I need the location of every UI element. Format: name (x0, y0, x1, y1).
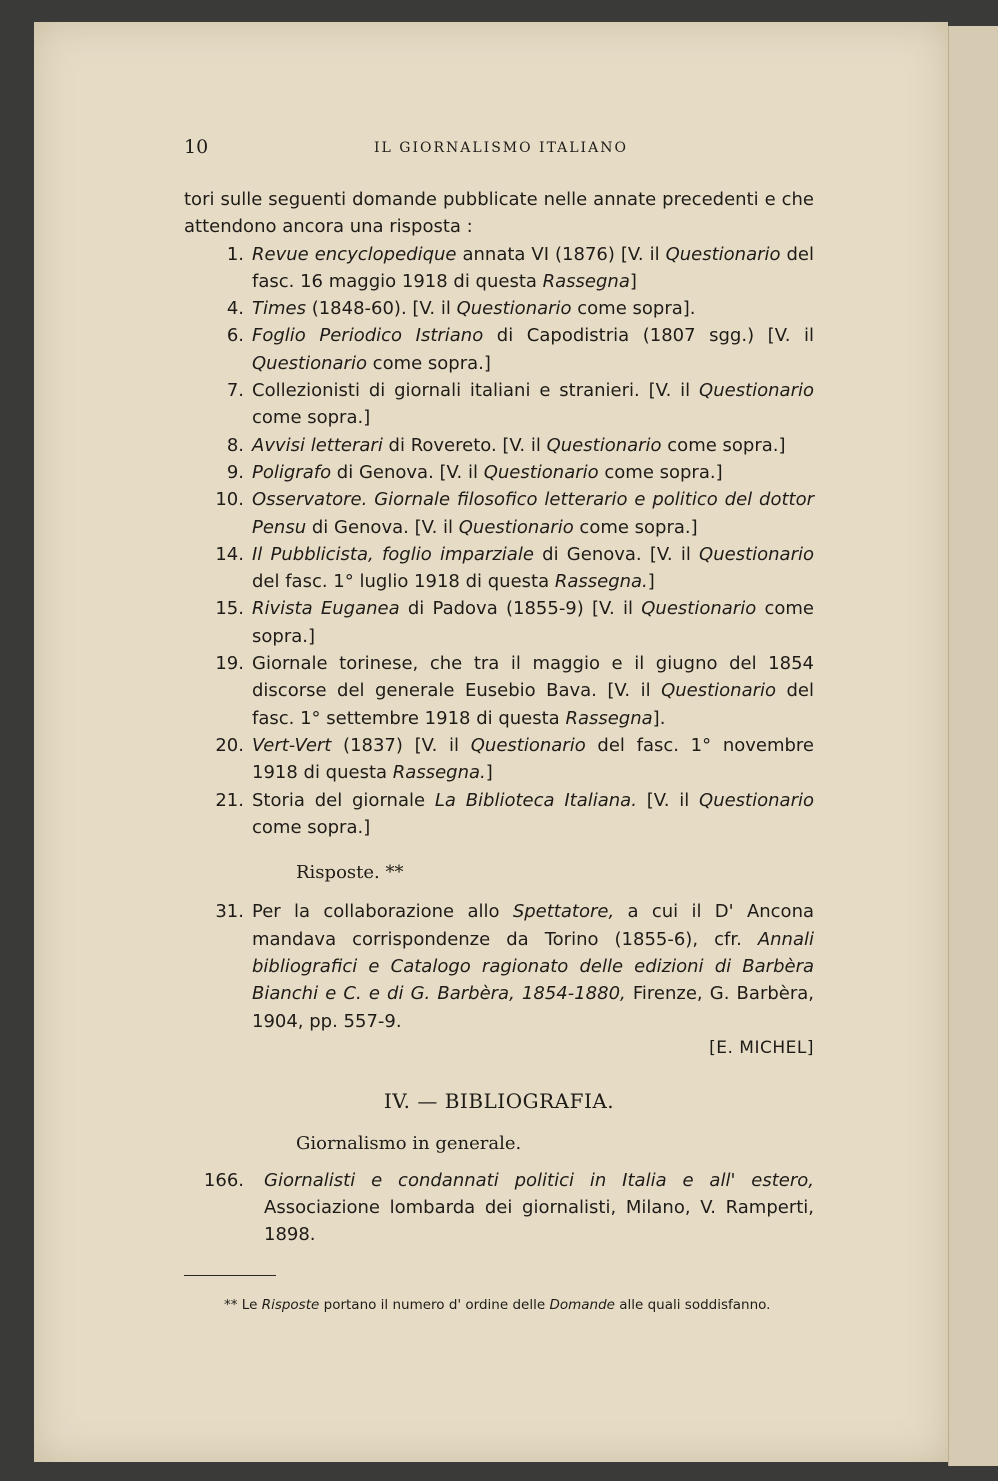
list-item: 20. Vert-Vert (1837) [V. il Questionario del fasc. 1° novembre 1918 di questa Rassegna.] (215, 734, 814, 784)
answers-heading: Risposte. ** (296, 862, 404, 884)
list-item: 21. Storia del giornale La Biblioteca Italiana. [V. il Questionario come sopra.] (215, 789, 814, 838)
list-item: 166. Giornalisti e condannati politici in Italia e all' estero, Associazione lombarda dei giornalisti, Milano, V. Ramperti, 1898. (203, 1169, 814, 1246)
page-header (184, 110, 814, 158)
list-item: 6. Foglio Periodico Istriano di Capodistria (1807 sgg.) [V. il Questionario come sopra.] (226, 325, 814, 374)
footnote: ** Le Risposte portano il numero d' ordine delle Domande alle quali soddisfanno. (224, 1296, 771, 1313)
list-item: 14. Il Pubblicista, foglio imparziale di Genova. [V. il Questionario del fasc. 1° luglio 1918 di questa Rassegna.] (215, 543, 814, 593)
questions-list (184, 241, 814, 842)
list-item: 31. Per la collaborazione allo Spettatore, a cui il D' Ancona mandava corrispondenze da Torino (1855-6), cfr. Annali bibliografici e Catalogo ragionato delle edizioni di Barbèra Bianchi e C. e di G. Barbèra, 1854-1880, Firenze, G. Barbèra, 1904, pp. 557-9. (215, 901, 815, 1032)
running-title: IL GIORNALISMO ITALIANO (374, 140, 628, 156)
list-item: 15. Rivista Euganea di Padova (1855-9) [V. il Questionario come sopra.] (215, 598, 814, 647)
page-body (184, 186, 814, 1319)
list-item: 8. Avvisi letterari di Rovereto. [V. il Questionario come sopra.] (226, 434, 786, 456)
list-item: 7. Collezionisti di giornali italiani e stranieri. [V. il Questionario come sopra.] (226, 380, 814, 429)
list-item: 4. Times (1848-60). [V. il Questionario come sopra]. (226, 298, 696, 320)
list-item: 10. Osservatore. Giornale filosofico letterario e politico del dottor Pensu di Genova. [V. il Questionario come sopra.] (215, 489, 814, 538)
list-item: 19. Giornale torinese, che tra il maggio e il giugno del 1854 discorse del generale Eusebio Bava. [V. il Questionario del fasc. 1° settembre 1918 di questa Rassegna]. (215, 653, 814, 729)
page-number: 10 (184, 136, 209, 158)
next-page-edge (948, 26, 998, 1466)
bibliography-list (184, 1167, 814, 1249)
list-item: 1. Revue encyclopedique annata VI (1876) [V. il Questionario del fasc. 16 maggio 1918 di questa Rassegna] (226, 243, 814, 292)
answers-list (184, 898, 814, 1062)
bibliography-heading: IV. — BIBLIOGRAFIA. (383, 1089, 615, 1114)
footnote-rule (184, 1275, 276, 1276)
signature: [E. MICHEL] (709, 1037, 814, 1058)
intro-paragraph: tori sulle seguenti domande pubblicate nelle annate precedenti e che attendono ancora una risposta : (184, 189, 814, 238)
page-content (184, 110, 815, 1313)
bibliography-subheading: Giornalismo in generale. (296, 1132, 522, 1154)
list-item: 9. Poligrafo di Genova. [V. il Questionario come sopra.] (226, 461, 723, 483)
